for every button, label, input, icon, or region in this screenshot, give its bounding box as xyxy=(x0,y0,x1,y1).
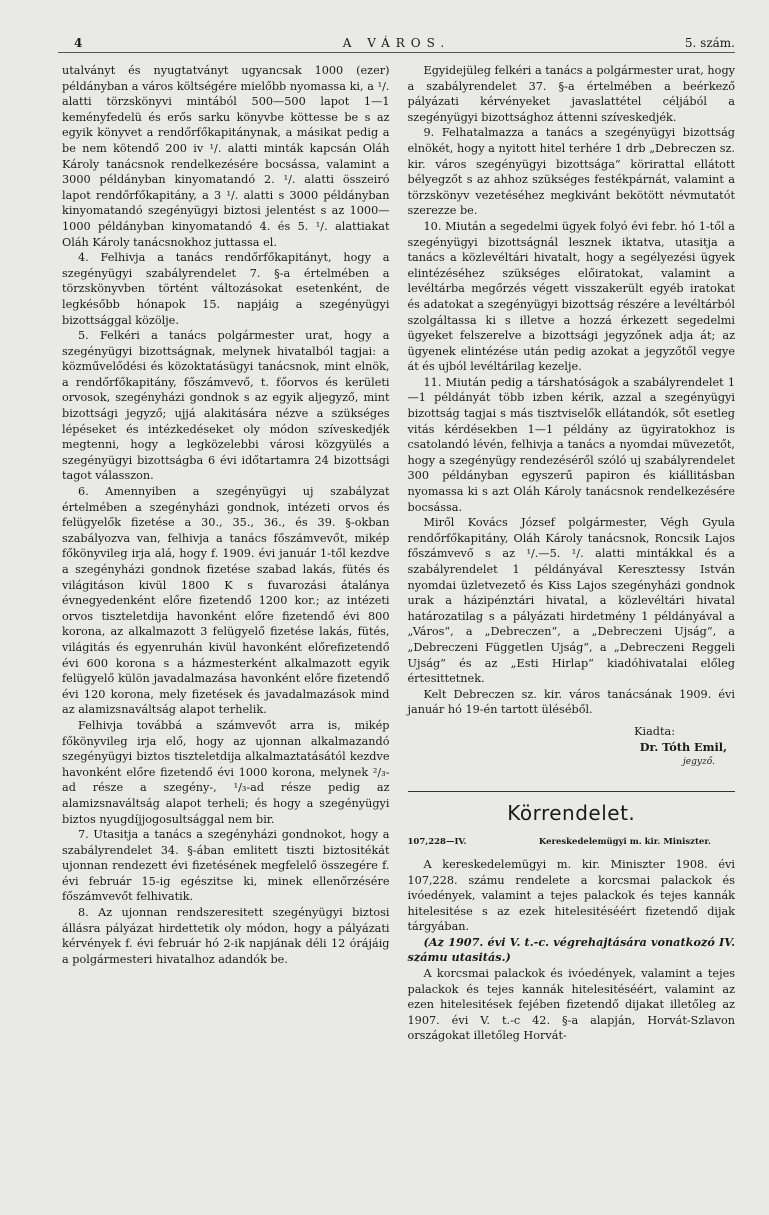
paragraph: 11. Miután pedig a társhatóságok a szabályrendelet 1—1 példányát több izben kérik, azzal a szegényügyi bizottság tagjai s más tisztviselők ellátandók, sőt esetleg vitás kérdésekben 1—1 példány az ügyiratokhoz is csatolandó lévén, felhivja a tanács a nyomdai müvezetőt, hogy a szegényügy rendezéséről szóló uj szabályrendelet 300 példányban egyszerű papiron és kiállitásban nyomassa ki s azt Oláh Károly tanácsnok rendelkezésére bocsássa. xyxy=(407,375,735,514)
signature-block xyxy=(408,724,736,771)
paragraph: Kelt Debreczen sz. kir. város tanácsának 1909. évi január hó 19-én tartott üléséből. xyxy=(407,687,735,717)
journal-title: A VÁROS. xyxy=(342,36,451,50)
signature-role: jegyző. xyxy=(683,757,715,768)
two-column-body xyxy=(58,63,735,1044)
paragraph: Egyidejüleg felkéri a tanács a polgármester urat, hogy a szabályrendelet 37. §-a értelmében a beérkező pályázati kérvényeket javaslattétel céljából a szegényügyi bizottsághoz áttenni szíveskedjék. xyxy=(407,64,736,124)
page-header xyxy=(58,30,735,53)
paragraph: Miről Kovács József polgármester, Végh Gyula rendőrfőkapitány, Oláh Károly tanácsnok, Roncsik Lajos főszámvevő s az ¹/.—5. ¹/. alatti mintákkal és a szabályrendelet 1 példányával Keresztessy István nyomdai üzletvezető és Kiss Lajos szegényházi gondnok urak a házipénztári hivatal, a közlevéltári hivatal határozatilag s a pályázati hirdetmény 1 példányával a „Város“, a „Debreczen“, a „Debreczeni Ujság“, a „Debreczeni Független Ujság“, a „Debreczeni Reggeli Ujság“ és az „Esti Hirlap“ kiadóhivatalai előleg értesittetnek. xyxy=(407,516,735,686)
paragraph: 4. Felhivja a tanács rendőrfőkapitányt, hogy a szegényügyi szabályrendelet 7. §-a értelmében a törzskönyvben történt változásokat esetenként, de legkésőbb hónapok 15. napjáig a szegényügyi bizottsággal közölje. xyxy=(62,251,390,327)
paragraph: utalványt és nyugtatványt ugyancsak 1000 (ezer) példányban a város költségére mielőbb nyomassa ki, a ¹/. alatti törzskönyvi mintából 500—500 lapot 1—1 keményfedelü és erős sarku könyvbe köttesse be s az egyik könyvet a rendőrfőkapitánynak, a másikat pedig a be nem kötendő 200 iv ¹/. alatti minták kapcsán Oláh Károly tanácsnok rendelkezésére bocsássa, valamint a 3000 példányban kinyomatandó 2. ¹/. alatti összeiró lapot rendőrfőkapitány, a 3 ¹/. alatti s 3000 példányban kinyomatandó szegényügyi biztosi jelentést s az 1000—1000 példányban kinyomatandó 4. és 5. ¹/. alattiakat Oláh Károly tanácsnokhoz juttassa el. xyxy=(62,64,390,249)
paragraph: 9. Felhatalmazza a tanács a szegényügyi bizottság elnökét, hogy a nyitott hitel terhére 1 drb „Debreczen sz. kir. város szegényügyi bizottsága“ körirattal ellátott bélyegzőt s az ahhoz szükséges festékpárnát, valamint a törzskönyv vezetéséhez megkivánt bekötött névmutatót szerezze be. xyxy=(407,126,735,218)
right-column xyxy=(408,63,736,1044)
page-number: 4 xyxy=(74,36,83,50)
issue-number: 5. szám. xyxy=(684,36,735,50)
paragraph: 6. Amennyiben a szegényügyi uj szabályzat értelmében a szegényházi gondnok, intézeti orvos és felügyelők fizetése a 30., 35., 36., és 39. §-okban szabályozva van, felhivja a tanács főszámvevőt, mikép főkönyvileg irja alá, hogy f. 1909. évi január 1-től kezdve a szegényházi gondnok fizetése szabad lakás, fütés és világitáson kivül 1800 K s fuvarozási átalánya évnegyedenként előre fizetendő 1200 kor.; az intézeti orvos tiszteletdija havonként előre fizetendő évi 800 korona, az alkalmazott 3 felügyelő fizetése lakás, fütés, világitás és egyenruhán kivül havonként előrefizetendő évi 600 korona s a házmesterként alkalmazott egyik felügyelő külön javadalmazása havonként előre fizetendő évi 120 korona, mely fizetések és javadalmazások mind az alamizsnaváltság alapot terhelik. xyxy=(62,485,390,717)
paragraph: 7. Utasitja a tanács a szegényházi gondnokot, hogy a szabályrendelet 34. §-ában emlitett tiszti biztositékát ujonnan rendezett évi fizetésének megfelelő összegére f. évi február 15-ig egészitse ki, minek ellenőrzésére főszámvevőt felhivatik. xyxy=(62,828,390,904)
paragraph: 8. Az ujonnan rendszeresitett szegényügyi biztosi állásra pályázat hirdettetik oly módon, hogy a pályázati kérvények f. évi február hó 2-ik napjának déli 12 órájáig a polgármesteri hivatalhoz adandók be. xyxy=(62,906,390,966)
signature-label: Kiadta: xyxy=(634,724,675,738)
paragraph: 10. Miután a segedelmi ügyek folyó évi febr. hó 1-től a szegényügyi bizottságnál lesznek iktatva, utasitja a tanács a közlevéltári hivatalt, hogy a segélyezési ügyek elintézéséhez szükséges előiratokat, valamint a levéltárba megőrzés végett visszakerült egyéb iratokat és adatokat a szegényügyi bizottság részére a levéltárból szolgáltassa ki s illetve a hozzá érkezett segedelmi ügyeket felszerelve a bizottsági jegyzőnek adja át; az ügyenek elintézése után pedig azokat a jegyzőtől vegye át és ujból levéltárilag kezelje. xyxy=(407,219,735,374)
paragraph: A kereskedelemügyi m. kir. Miniszter 1908. évi 107,228. számu rendelete a korcsmai palackok és ivóedények, valamint a tejes palackok és tejes kannák hitelesitése s az ezek hitelesitéséért fizetendő dijak tárgyában. xyxy=(407,857,735,934)
reference-number: 107,228—IV. xyxy=(407,837,467,848)
circular-reference xyxy=(408,835,736,851)
paragraph: A korcsmai palackok és ivóedények, valamint a tejes palackok és tejes kannák hitelesitéséért, valamint az ezen hitelesitések fejében fizetendő dijakat illetőleg az 1907. évi V. t.-c 42. §-a alapján, Horvát-Szlavon országokat illetőleg Horvát- xyxy=(407,967,735,1043)
circular-title: Körrendelet. xyxy=(507,800,636,825)
left-column xyxy=(62,63,390,1044)
reference-issuer: Kereskedelemügyi m. kir. Miniszter. xyxy=(538,837,711,848)
paragraph: 5. Felkéri a tanács polgármester urat, hogy a szegényügyi bizottságnak, melynek hivatalból tagjai: a közművelődési és közoktatásügyi tanácsnok, mint elnök, a rendőrfőkapitány, főszámvevő, t. főorvos és kerületi orvosok, szegényházi gondnok s az egyik aljegyző, mint bizottsági jegyző; ujjá alakitására nézve a szükséges lépéseket és intézkedéseket oly módon szíveskedjék megtenni, hogy a legközelebbi városi közgyülés a szegényügyi bizottságba 6 évi időtartamra 24 bizottsági tagot válasszon. xyxy=(62,329,390,483)
circular-subtitle: (Az 1907. évi V. t.-c. végrehajtására vonatkozó IV. számu utasitás.) xyxy=(407,934,735,965)
section-divider xyxy=(408,791,736,792)
paragraph: Felhivja továbbá a számvevőt arra is, mikép főkönyvileg irja elő, hogy az ujonnan alkalmazandó szegényügyi biztos tiszteletdija alkalmaztatásától kezdve havonként előre fizetendő évi 1000 korona, melynek ²/₃-ad része a szegény-, ¹/₃-ad része pedig az alamizsnaváltság alapot terheli; és hogy a szegényügyi biztos nyugdíjjogosultsággal nem bir. xyxy=(62,718,390,826)
signature-name: Dr. Tóth Emil, xyxy=(639,739,727,754)
